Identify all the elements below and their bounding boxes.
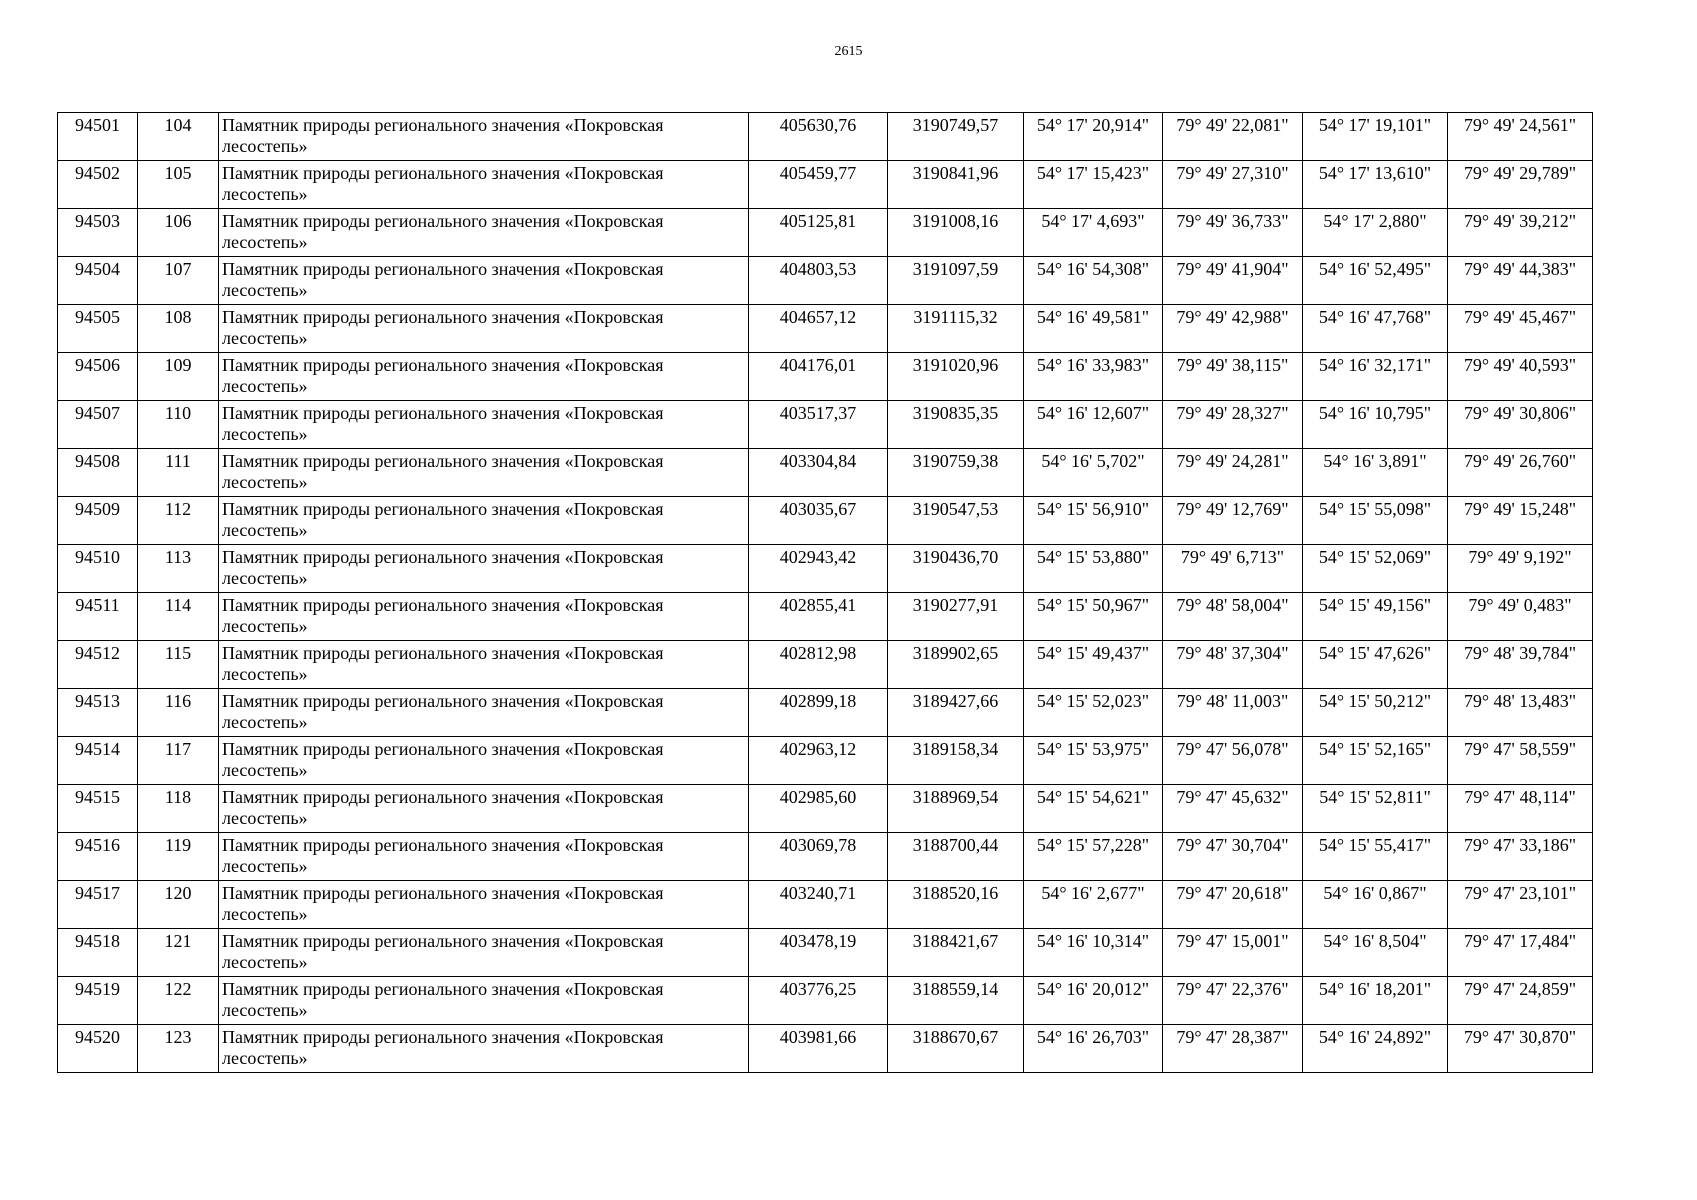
x-coordinate-cell: 403035,67 (749, 497, 888, 545)
x-coordinate-cell: 404176,01 (749, 353, 888, 401)
table-row (58, 929, 1593, 977)
table-row (58, 977, 1593, 1025)
table-row (58, 353, 1593, 401)
table-row (58, 497, 1593, 545)
longitude-1-cell: 79° 49' 38,115" (1163, 353, 1303, 401)
latitude-2-cell: 54° 16' 52,495" (1303, 257, 1448, 305)
point-number-cell: 116 (138, 689, 219, 737)
row-id-cell: 94507 (58, 401, 138, 449)
longitude-2-cell: 79° 49' 9,192" (1448, 545, 1593, 593)
x-coordinate-cell: 403981,66 (749, 1025, 888, 1073)
table-row (58, 641, 1593, 689)
object-name-cell: Памятник природы регионального значения «Покровская лесостепь» (219, 353, 749, 401)
point-number-cell: 119 (138, 833, 219, 881)
latitude-1-cell: 54° 16' 26,703" (1024, 1025, 1163, 1073)
latitude-1-cell: 54° 15' 56,910" (1024, 497, 1163, 545)
x-coordinate-cell: 402963,12 (749, 737, 888, 785)
x-coordinate-cell: 403069,78 (749, 833, 888, 881)
longitude-2-cell: 79° 49' 40,593" (1448, 353, 1593, 401)
longitude-2-cell: 79° 49' 29,789" (1448, 161, 1593, 209)
object-name-cell: Памятник природы регионального значения «Покровская лесостепь» (219, 161, 749, 209)
y-coordinate-cell: 3188700,44 (888, 833, 1024, 881)
row-id-cell: 94503 (58, 209, 138, 257)
table-row (58, 545, 1593, 593)
longitude-2-cell: 79° 49' 30,806" (1448, 401, 1593, 449)
row-id-cell: 94510 (58, 545, 138, 593)
latitude-2-cell: 54° 15' 52,069" (1303, 545, 1448, 593)
longitude-1-cell: 79° 47' 28,387" (1163, 1025, 1303, 1073)
row-id-cell: 94515 (58, 785, 138, 833)
table-row (58, 401, 1593, 449)
table-row (58, 113, 1593, 161)
table-row (58, 593, 1593, 641)
table-row (58, 785, 1593, 833)
x-coordinate-cell: 405125,81 (749, 209, 888, 257)
coordinates-table (57, 112, 1593, 1073)
y-coordinate-cell: 3190835,35 (888, 401, 1024, 449)
object-name-cell: Памятник природы регионального значения «Покровская лесостепь» (219, 737, 749, 785)
y-coordinate-cell: 3190277,91 (888, 593, 1024, 641)
x-coordinate-cell: 402985,60 (749, 785, 888, 833)
table-row (58, 257, 1593, 305)
object-name-cell: Памятник природы регионального значения «Покровская лесостепь» (219, 977, 749, 1025)
longitude-1-cell: 79° 47' 30,704" (1163, 833, 1303, 881)
longitude-2-cell: 79° 49' 39,212" (1448, 209, 1593, 257)
y-coordinate-cell: 3188670,67 (888, 1025, 1024, 1073)
point-number-cell: 105 (138, 161, 219, 209)
longitude-2-cell: 79° 47' 33,186" (1448, 833, 1593, 881)
y-coordinate-cell: 3188520,16 (888, 881, 1024, 929)
longitude-1-cell: 79° 47' 20,618" (1163, 881, 1303, 929)
y-coordinate-cell: 3190547,53 (888, 497, 1024, 545)
longitude-2-cell: 79° 49' 0,483" (1448, 593, 1593, 641)
point-number-cell: 113 (138, 545, 219, 593)
longitude-2-cell: 79° 47' 23,101" (1448, 881, 1593, 929)
point-number-cell: 118 (138, 785, 219, 833)
point-number-cell: 121 (138, 929, 219, 977)
longitude-2-cell: 79° 47' 48,114" (1448, 785, 1593, 833)
object-name-cell: Памятник природы регионального значения «Покровская лесостепь» (219, 593, 749, 641)
longitude-1-cell: 79° 47' 22,376" (1163, 977, 1303, 1025)
y-coordinate-cell: 3189427,66 (888, 689, 1024, 737)
row-id-cell: 94516 (58, 833, 138, 881)
latitude-1-cell: 54° 15' 57,228" (1024, 833, 1163, 881)
row-id-cell: 94506 (58, 353, 138, 401)
longitude-1-cell: 79° 49' 22,081" (1163, 113, 1303, 161)
object-name-cell: Памятник природы регионального значения «Покровская лесостепь» (219, 689, 749, 737)
latitude-2-cell: 54° 15' 52,165" (1303, 737, 1448, 785)
x-coordinate-cell: 403517,37 (749, 401, 888, 449)
point-number-cell: 107 (138, 257, 219, 305)
y-coordinate-cell: 3188559,14 (888, 977, 1024, 1025)
y-coordinate-cell: 3190436,70 (888, 545, 1024, 593)
table-row (58, 305, 1593, 353)
longitude-1-cell: 79° 47' 45,632" (1163, 785, 1303, 833)
row-id-cell: 94520 (58, 1025, 138, 1073)
row-id-cell: 94512 (58, 641, 138, 689)
object-name-cell: Памятник природы регионального значения «Покровская лесостепь» (219, 881, 749, 929)
object-name-cell: Памятник природы регионального значения «Покровская лесостепь» (219, 497, 749, 545)
object-name-cell: Памятник природы регионального значения «Покровская лесостепь» (219, 401, 749, 449)
row-id-cell: 94511 (58, 593, 138, 641)
latitude-1-cell: 54° 16' 33,983" (1024, 353, 1163, 401)
object-name-cell: Памятник природы регионального значения «Покровская лесостепь» (219, 785, 749, 833)
row-id-cell: 94519 (58, 977, 138, 1025)
table-body (58, 113, 1593, 1073)
latitude-1-cell: 54° 16' 12,607" (1024, 401, 1163, 449)
row-id-cell: 94518 (58, 929, 138, 977)
x-coordinate-cell: 405630,76 (749, 113, 888, 161)
row-id-cell: 94508 (58, 449, 138, 497)
x-coordinate-cell: 403240,71 (749, 881, 888, 929)
point-number-cell: 104 (138, 113, 219, 161)
object-name-cell: Памятник природы регионального значения «Покровская лесостепь» (219, 209, 749, 257)
longitude-1-cell: 79° 49' 6,713" (1163, 545, 1303, 593)
longitude-2-cell: 79° 47' 30,870" (1448, 1025, 1593, 1073)
longitude-1-cell: 79° 47' 56,078" (1163, 737, 1303, 785)
latitude-1-cell: 54° 17' 15,423" (1024, 161, 1163, 209)
row-id-cell: 94513 (58, 689, 138, 737)
longitude-2-cell: 79° 49' 26,760" (1448, 449, 1593, 497)
x-coordinate-cell: 403304,84 (749, 449, 888, 497)
point-number-cell: 110 (138, 401, 219, 449)
latitude-1-cell: 54° 16' 2,677" (1024, 881, 1163, 929)
latitude-2-cell: 54° 17' 13,610" (1303, 161, 1448, 209)
latitude-2-cell: 54° 15' 47,626" (1303, 641, 1448, 689)
latitude-1-cell: 54° 15' 50,967" (1024, 593, 1163, 641)
object-name-cell: Памятник природы регионального значения «Покровская лесостепь» (219, 641, 749, 689)
object-name-cell: Памятник природы регионального значения «Покровская лесостепь» (219, 833, 749, 881)
latitude-1-cell: 54° 16' 20,012" (1024, 977, 1163, 1025)
latitude-1-cell: 54° 16' 5,702" (1024, 449, 1163, 497)
latitude-2-cell: 54° 15' 49,156" (1303, 593, 1448, 641)
table-row (58, 449, 1593, 497)
longitude-2-cell: 79° 47' 17,484" (1448, 929, 1593, 977)
latitude-2-cell: 54° 16' 47,768" (1303, 305, 1448, 353)
longitude-1-cell: 79° 47' 15,001" (1163, 929, 1303, 977)
y-coordinate-cell: 3188421,67 (888, 929, 1024, 977)
object-name-cell: Памятник природы регионального значения «Покровская лесостепь» (219, 113, 749, 161)
point-number-cell: 122 (138, 977, 219, 1025)
point-number-cell: 120 (138, 881, 219, 929)
x-coordinate-cell: 403776,25 (749, 977, 888, 1025)
table-row (58, 833, 1593, 881)
longitude-1-cell: 79° 48' 11,003" (1163, 689, 1303, 737)
table-row (58, 689, 1593, 737)
longitude-2-cell: 79° 48' 13,483" (1448, 689, 1593, 737)
longitude-1-cell: 79° 49' 42,988" (1163, 305, 1303, 353)
x-coordinate-cell: 404803,53 (749, 257, 888, 305)
latitude-2-cell: 54° 16' 3,891" (1303, 449, 1448, 497)
longitude-1-cell: 79° 48' 37,304" (1163, 641, 1303, 689)
longitude-2-cell: 79° 47' 58,559" (1448, 737, 1593, 785)
y-coordinate-cell: 3190841,96 (888, 161, 1024, 209)
longitude-2-cell: 79° 49' 24,561" (1448, 113, 1593, 161)
table-row (58, 209, 1593, 257)
y-coordinate-cell: 3190759,38 (888, 449, 1024, 497)
x-coordinate-cell: 402899,18 (749, 689, 888, 737)
y-coordinate-cell: 3191115,32 (888, 305, 1024, 353)
latitude-2-cell: 54° 16' 32,171" (1303, 353, 1448, 401)
point-number-cell: 108 (138, 305, 219, 353)
object-name-cell: Памятник природы регионального значения «Покровская лесостепь» (219, 929, 749, 977)
page-number: 2615 (834, 44, 863, 59)
y-coordinate-cell: 3188969,54 (888, 785, 1024, 833)
latitude-2-cell: 54° 16' 0,867" (1303, 881, 1448, 929)
y-coordinate-cell: 3189158,34 (888, 737, 1024, 785)
latitude-1-cell: 54° 16' 10,314" (1024, 929, 1163, 977)
latitude-1-cell: 54° 16' 49,581" (1024, 305, 1163, 353)
x-coordinate-cell: 402943,42 (749, 545, 888, 593)
latitude-1-cell: 54° 17' 20,914" (1024, 113, 1163, 161)
latitude-1-cell: 54° 17' 4,693" (1024, 209, 1163, 257)
latitude-2-cell: 54° 15' 55,417" (1303, 833, 1448, 881)
latitude-1-cell: 54° 16' 54,308" (1024, 257, 1163, 305)
longitude-2-cell: 79° 47' 24,859" (1448, 977, 1593, 1025)
object-name-cell: Памятник природы регионального значения «Покровская лесостепь» (219, 449, 749, 497)
x-coordinate-cell: 404657,12 (749, 305, 888, 353)
longitude-1-cell: 79° 49' 27,310" (1163, 161, 1303, 209)
object-name-cell: Памятник природы регионального значения «Покровская лесостепь» (219, 1025, 749, 1073)
point-number-cell: 117 (138, 737, 219, 785)
row-id-cell: 94501 (58, 113, 138, 161)
object-name-cell: Памятник природы регионального значения «Покровская лесостепь» (219, 545, 749, 593)
table-row (58, 1025, 1593, 1073)
longitude-1-cell: 79° 49' 41,904" (1163, 257, 1303, 305)
row-id-cell: 94517 (58, 881, 138, 929)
longitude-1-cell: 79° 49' 12,769" (1163, 497, 1303, 545)
point-number-cell: 114 (138, 593, 219, 641)
latitude-2-cell: 54° 15' 52,811" (1303, 785, 1448, 833)
x-coordinate-cell: 402812,98 (749, 641, 888, 689)
object-name-cell: Памятник природы регионального значения «Покровская лесостепь» (219, 257, 749, 305)
y-coordinate-cell: 3191020,96 (888, 353, 1024, 401)
latitude-1-cell: 54° 15' 53,975" (1024, 737, 1163, 785)
latitude-2-cell: 54° 16' 10,795" (1303, 401, 1448, 449)
table-row (58, 161, 1593, 209)
row-id-cell: 94509 (58, 497, 138, 545)
longitude-1-cell: 79° 48' 58,004" (1163, 593, 1303, 641)
y-coordinate-cell: 3191097,59 (888, 257, 1024, 305)
row-id-cell: 94505 (58, 305, 138, 353)
latitude-1-cell: 54° 15' 49,437" (1024, 641, 1163, 689)
x-coordinate-cell: 402855,41 (749, 593, 888, 641)
table-row (58, 737, 1593, 785)
latitude-2-cell: 54° 15' 50,212" (1303, 689, 1448, 737)
longitude-2-cell: 79° 49' 45,467" (1448, 305, 1593, 353)
latitude-2-cell: 54° 17' 19,101" (1303, 113, 1448, 161)
y-coordinate-cell: 3191008,16 (888, 209, 1024, 257)
latitude-1-cell: 54° 15' 54,621" (1024, 785, 1163, 833)
point-number-cell: 123 (138, 1025, 219, 1073)
point-number-cell: 109 (138, 353, 219, 401)
row-id-cell: 94514 (58, 737, 138, 785)
point-number-cell: 112 (138, 497, 219, 545)
y-coordinate-cell: 3190749,57 (888, 113, 1024, 161)
longitude-1-cell: 79° 49' 24,281" (1163, 449, 1303, 497)
longitude-1-cell: 79° 49' 28,327" (1163, 401, 1303, 449)
longitude-2-cell: 79° 49' 44,383" (1448, 257, 1593, 305)
row-id-cell: 94504 (58, 257, 138, 305)
longitude-1-cell: 79° 49' 36,733" (1163, 209, 1303, 257)
latitude-2-cell: 54° 16' 24,892" (1303, 1025, 1448, 1073)
latitude-2-cell: 54° 16' 8,504" (1303, 929, 1448, 977)
table-row (58, 881, 1593, 929)
latitude-2-cell: 54° 16' 18,201" (1303, 977, 1448, 1025)
latitude-2-cell: 54° 15' 55,098" (1303, 497, 1448, 545)
row-id-cell: 94502 (58, 161, 138, 209)
latitude-1-cell: 54° 15' 53,880" (1024, 545, 1163, 593)
point-number-cell: 115 (138, 641, 219, 689)
longitude-2-cell: 79° 48' 39,784" (1448, 641, 1593, 689)
latitude-2-cell: 54° 17' 2,880" (1303, 209, 1448, 257)
longitude-2-cell: 79° 49' 15,248" (1448, 497, 1593, 545)
x-coordinate-cell: 405459,77 (749, 161, 888, 209)
y-coordinate-cell: 3189902,65 (888, 641, 1024, 689)
point-number-cell: 106 (138, 209, 219, 257)
object-name-cell: Памятник природы регионального значения «Покровская лесостепь» (219, 305, 749, 353)
x-coordinate-cell: 403478,19 (749, 929, 888, 977)
latitude-1-cell: 54° 15' 52,023" (1024, 689, 1163, 737)
point-number-cell: 111 (138, 449, 219, 497)
